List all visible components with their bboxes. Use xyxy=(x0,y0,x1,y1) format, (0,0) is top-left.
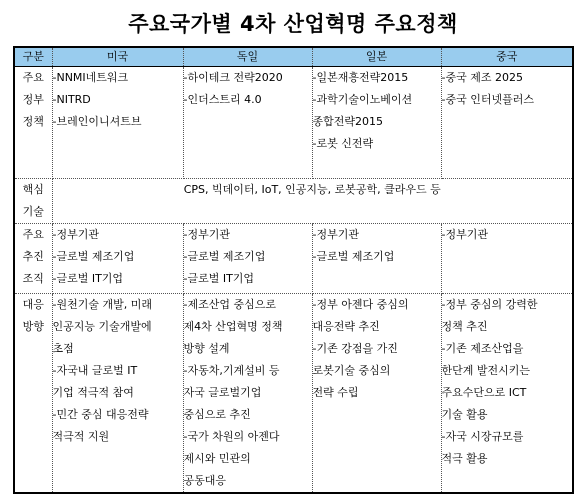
cell-item: -NITRD xyxy=(52,93,91,106)
core-tech-text: CPS, 빅데이터, IoT, 인공지능, 로봇공학, 클라우드 등 xyxy=(52,179,573,224)
header-usa: 미국 xyxy=(52,47,183,67)
cell-japan xyxy=(312,67,441,179)
row-label: 주요 정부 정책 xyxy=(14,67,52,179)
cell-item: -인더스트리 4.0 xyxy=(183,93,262,106)
cell-item: -자국내 글로벌 IT 기업 적극적 참여 xyxy=(52,364,138,399)
header-germany: 독일 xyxy=(183,47,312,67)
cell-item: -브레인이니셔트브 xyxy=(52,115,142,128)
cell-items xyxy=(313,224,441,268)
policy-table xyxy=(13,46,574,494)
cell-item: -자국 시장규모를 적극 활용 xyxy=(441,430,524,465)
cell-item: -NNMI네트워크 xyxy=(52,71,129,84)
row-organizations xyxy=(14,224,573,294)
cell-item: -국가 차원의 아젠다 제시와 민관의 공동대응 xyxy=(183,430,280,487)
cell-item: -원천기술 개발, 미래 인공지능 기술개발에 초점 xyxy=(52,298,152,355)
cell-japan xyxy=(312,294,441,494)
cell-item: -글로벌 제조기업 xyxy=(52,250,135,263)
cell-items xyxy=(184,294,312,492)
cell-item: -기존 강점을 가진 로봇기술 중심의 전략 수립 xyxy=(312,342,398,399)
cell-usa xyxy=(52,67,183,179)
cell-item: -기존 제조산업을 한단계 발전시키는 주요수단으로 ICT 기술 활용 xyxy=(441,342,531,421)
cell-item: -일본재흥전략2015 xyxy=(312,71,409,84)
cell-item: -글로벌 IT기업 xyxy=(52,272,124,285)
cell-item: -민간 중심 대응전략 적극적 지원 xyxy=(52,408,149,443)
cell-items xyxy=(53,294,183,448)
row-label: 핵심 기술 xyxy=(14,179,52,224)
cell-items xyxy=(442,224,573,246)
cell-germany xyxy=(183,67,312,179)
cell-item: -자동차,기계설비 등 자국 글로벌기업 중심으로 추진 xyxy=(183,364,280,421)
cell-item: -제조산업 중심으로 제4차 산업혁명 정책 방향 설계 xyxy=(183,298,283,355)
cell-item: -정부기관 xyxy=(312,228,359,241)
cell-germany xyxy=(183,294,312,494)
cell-germany xyxy=(183,224,312,294)
cell-item: -정부기관 xyxy=(52,228,99,241)
cell-item: -정부기관 xyxy=(441,228,488,241)
row-response-direction xyxy=(14,294,573,494)
cell-items xyxy=(442,67,573,111)
cell-china xyxy=(441,67,573,179)
cell-item: -과학기술이노베이션 종합전략2015 xyxy=(312,93,413,128)
cell-item: -하이테크 전략2020 xyxy=(183,71,283,84)
header-china: 중국 xyxy=(441,47,573,67)
cell-item: -정부 아젠다 중심의 대응전략 추진 xyxy=(312,298,409,333)
cell-china xyxy=(441,294,573,494)
cell-items xyxy=(313,67,441,155)
cell-item: -글로벌 IT기업 xyxy=(183,272,255,285)
cell-china xyxy=(441,224,573,294)
cell-usa xyxy=(52,294,183,494)
cell-items xyxy=(184,67,312,111)
page-title: 주요국가별 4차 산업혁명 주요정책 xyxy=(128,12,458,36)
cell-items xyxy=(53,67,183,133)
cell-item: -로봇 신전략 xyxy=(312,137,374,150)
row-core-tech xyxy=(14,179,573,224)
cell-item: -정부기관 xyxy=(183,228,230,241)
header-category: 구분 xyxy=(14,47,52,67)
cell-items xyxy=(184,224,312,290)
cell-usa xyxy=(52,224,183,294)
cell-japan xyxy=(312,224,441,294)
cell-item: -정부 중심의 강력한 정책 추진 xyxy=(441,298,538,333)
cell-item: -중국 제조 2025 xyxy=(441,71,523,84)
cell-item: -글로벌 제조기업 xyxy=(312,250,395,263)
cell-item: -중국 인터넷플러스 xyxy=(441,93,534,106)
header-japan: 일본 xyxy=(312,47,441,67)
header-row xyxy=(14,47,573,67)
cell-items xyxy=(313,294,441,404)
row-gov-policy xyxy=(14,67,573,179)
cell-items xyxy=(53,224,183,290)
row-label: 주요 추진 조직 xyxy=(14,224,52,294)
cell-item: -글로벌 제조기업 xyxy=(183,250,266,263)
row-label: 대응 방향 xyxy=(14,294,52,494)
cell-items xyxy=(442,294,573,470)
